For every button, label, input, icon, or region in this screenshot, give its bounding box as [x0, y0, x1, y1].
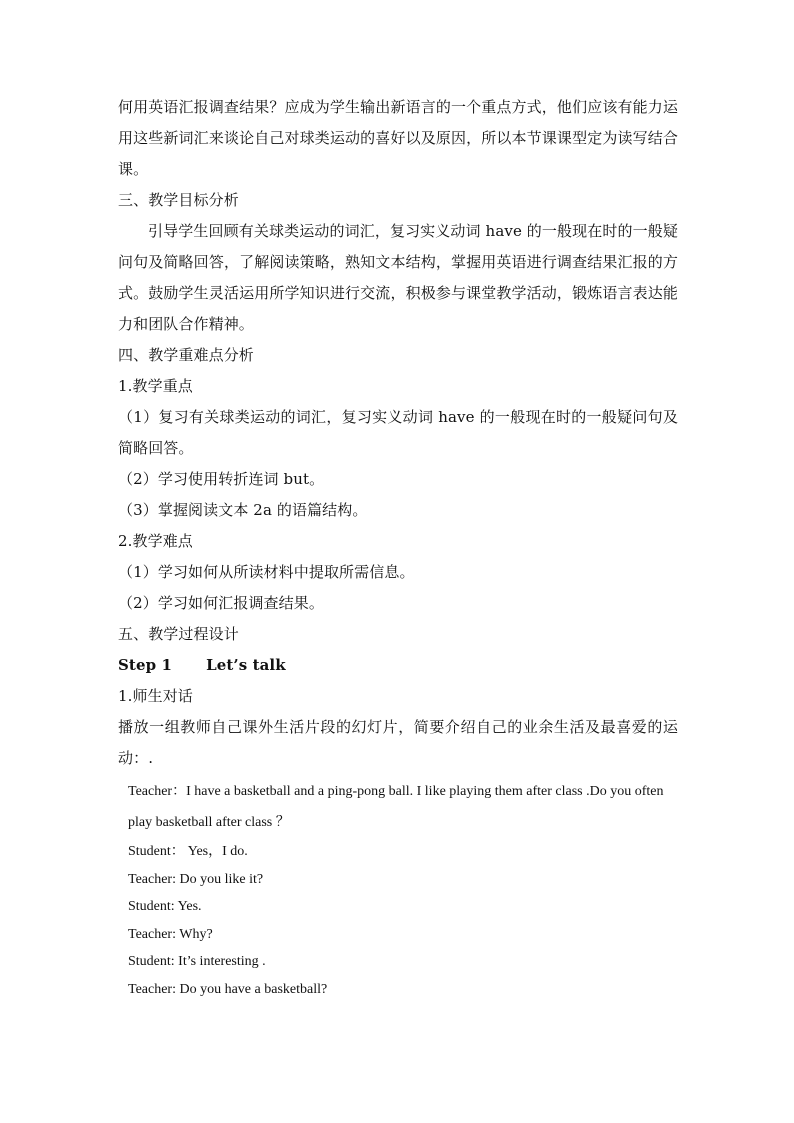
key-points-heading: 1.教学重点 — [118, 377, 193, 395]
key-point-1: （1）复习有关球类运动的词汇，复习实义动词 have 的一般现在时的一般疑问句及简略回答。 — [118, 408, 678, 457]
document-body — [118, 92, 678, 1003]
section-5-heading: 五、教学过程设计 — [118, 625, 239, 643]
talk-heading: 1.师生对话 — [118, 687, 193, 705]
difficulties-heading: 2.教学难点 — [118, 532, 193, 550]
step-1-heading — [118, 650, 678, 681]
dialogue-line: Teacher：I have a basketball and a ping-pong ball. I like playing them after class .Do you often play basketball after class ？ — [128, 784, 664, 830]
section-4-heading: 四、教学重难点分析 — [118, 346, 254, 364]
talk-description: 播放一组教师自己课外生活片段的幻灯片，简要介绍自己的业余生活及最喜爱的运动：. — [118, 718, 678, 767]
dialogue-line: Student: Yes. — [128, 899, 202, 914]
dialogue-line: Teacher: Do you have a basketball? — [128, 981, 328, 997]
dialogue-line: Teacher: Why? — [128, 926, 213, 942]
step-1-title: Let’s talk — [206, 656, 286, 674]
dialogue-line: Teacher: Do you like it? — [128, 871, 264, 887]
intro-paragraph: 何用英语汇报调查结果？应成为学生输出新语言的一个重点方式，他们应该有能力运用这些新词汇来谈论自己对球类运动的喜好以及原因，所以本节课课型定为读写结合课。 — [118, 98, 678, 178]
section-3-body: 引导学生回顾有关球类运动的词汇，复习实义动词 have 的一般现在时的一般疑问句及简略回答，了解阅读策略，熟知文本结构，掌握用英语进行调查结果汇报的方式。鼓励学生灵活运用所学知识进行交流，积极参与课堂教学活动，锻炼语言表达能力和团队合作精神。 — [118, 222, 678, 333]
section-3-heading: 三、教学目标分析 — [118, 191, 239, 209]
dialogue-line: Student: It’s interesting . — [128, 954, 266, 969]
dialogue — [118, 776, 678, 1003]
dialogue-line: Student： Yes，I do. — [128, 844, 248, 859]
difficulty-1: （1）学习如何从所读材料中提取所需信息。 — [118, 563, 415, 581]
key-point-2: （2）学习使用转折连词 but。 — [118, 470, 325, 488]
step-1-label: Step 1 — [118, 656, 173, 674]
difficulty-2: （2）学习如何汇报调查结果。 — [118, 594, 324, 612]
key-point-3: （3）掌握阅读文本 2a 的语篇结构。 — [118, 501, 368, 519]
